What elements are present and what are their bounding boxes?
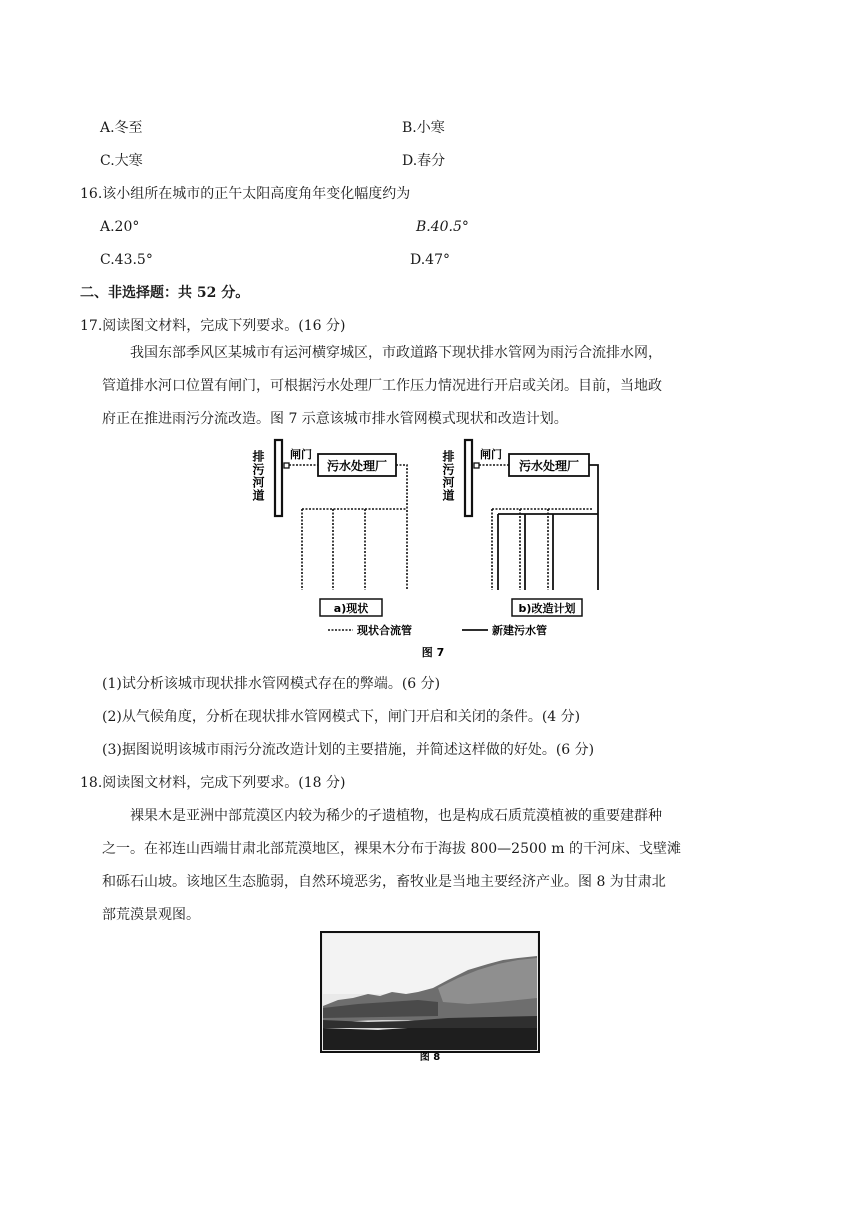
q17-sub-2: (2)从气候角度，分析在现状排水管网模式下，闸门开启和关闭的条件。(4 分) bbox=[102, 709, 581, 725]
pipe-a-right bbox=[396, 465, 407, 590]
q17-sub-1: (1)试分析该城市现状排水管网模式存在的弊端。(6 分) bbox=[102, 676, 441, 692]
figure-7-caption: 图 7 bbox=[421, 646, 445, 659]
q18-paragraph-line-2: 之一。在祁连山西端甘肃北部荒漠地区，裸果木分布于海拔 800—2500 m 的干河床、戈壁滩 bbox=[102, 841, 681, 857]
q15-option-c: C.大寒 bbox=[100, 153, 143, 169]
panel-b-label: b)改造计划 bbox=[518, 602, 576, 615]
river-label-a: 排污河道 bbox=[251, 450, 265, 502]
q16-option-d: D.47° bbox=[410, 252, 450, 268]
legend-new-label: 新建污水管 bbox=[492, 624, 547, 637]
q15-option-a: A.冬至 bbox=[100, 120, 143, 136]
river-channel-a bbox=[275, 440, 282, 516]
figure-8-desert-photo bbox=[318, 928, 542, 1062]
q18-stem: 18.阅读图文材料，完成下列要求。(18 分) bbox=[80, 775, 346, 791]
q17-paragraph-line-1: 我国东部季风区某城市有运河横穿城区，市政道路下现状排水管网为雨污合流排水网， bbox=[130, 345, 662, 361]
q16-option-b: B.40.5° bbox=[416, 219, 469, 235]
panel-a-current bbox=[251, 440, 407, 616]
plant-label-b: 污水处理厂 bbox=[518, 459, 580, 473]
figure-7-legend bbox=[328, 623, 547, 637]
gate-symbol-a bbox=[284, 463, 289, 468]
q17-stem: 17.阅读图文材料，完成下列要求。(16 分) bbox=[80, 318, 346, 334]
q17-paragraph-line-2: 管道排水河口位置有闸门，可根据污水处理厂工作压力情况进行开启或关闭。目前，当地政 bbox=[102, 378, 662, 394]
q16-stem: 16.该小组所在城市的正午太阳高度角年变化幅度约为 bbox=[80, 186, 411, 202]
river-label-b: 排污河道 bbox=[441, 450, 455, 502]
gate-label-b: 闸门 bbox=[480, 448, 502, 461]
plant-label-a: 污水处理厂 bbox=[326, 459, 388, 473]
q15-option-d: D.春分 bbox=[402, 153, 446, 169]
q17-paragraph-line-3: 府正在推进雨污分流改造。图 7 示意该城市排水管网模式现状和改造计划。 bbox=[102, 411, 568, 427]
q15-option-b: B.小寒 bbox=[402, 120, 445, 136]
river-channel-b bbox=[465, 440, 472, 516]
q18-paragraph-line-3: 和砾石山坡。该地区生态脆弱，自然环境恶劣，畜牧业是当地主要经济产业。图 8 为甘肃北 bbox=[102, 874, 666, 890]
panel-a-label: a)现状 bbox=[333, 602, 369, 615]
q18-paragraph-line-1: 裸果木是亚洲中部荒漠区内较为稀少的孑遗植物，也是构成石质荒漠植被的重要建群种 bbox=[130, 808, 662, 824]
new-pipe-b-right bbox=[589, 465, 598, 590]
figure-8-caption: 图 8 bbox=[419, 1052, 441, 1062]
gate-symbol-b bbox=[474, 463, 479, 468]
gate-label-a: 闸门 bbox=[290, 448, 312, 461]
q17-sub-3: (3)据图说明该城市雨污分流改造计划的主要措施，并简述这样做的好处。(6 分) bbox=[102, 742, 595, 758]
q16-option-a: A.20° bbox=[100, 219, 140, 235]
section-heading: 二、非选择题：共 52 分。 bbox=[80, 285, 250, 301]
figure-7-drainage-diagram bbox=[250, 436, 620, 662]
legend-combined-label: 现状合流管 bbox=[357, 624, 412, 637]
panel-b-plan bbox=[441, 440, 598, 616]
q18-paragraph-line-4: 部荒漠景观图。 bbox=[102, 907, 200, 923]
q16-option-c: C.43.5° bbox=[100, 252, 153, 268]
